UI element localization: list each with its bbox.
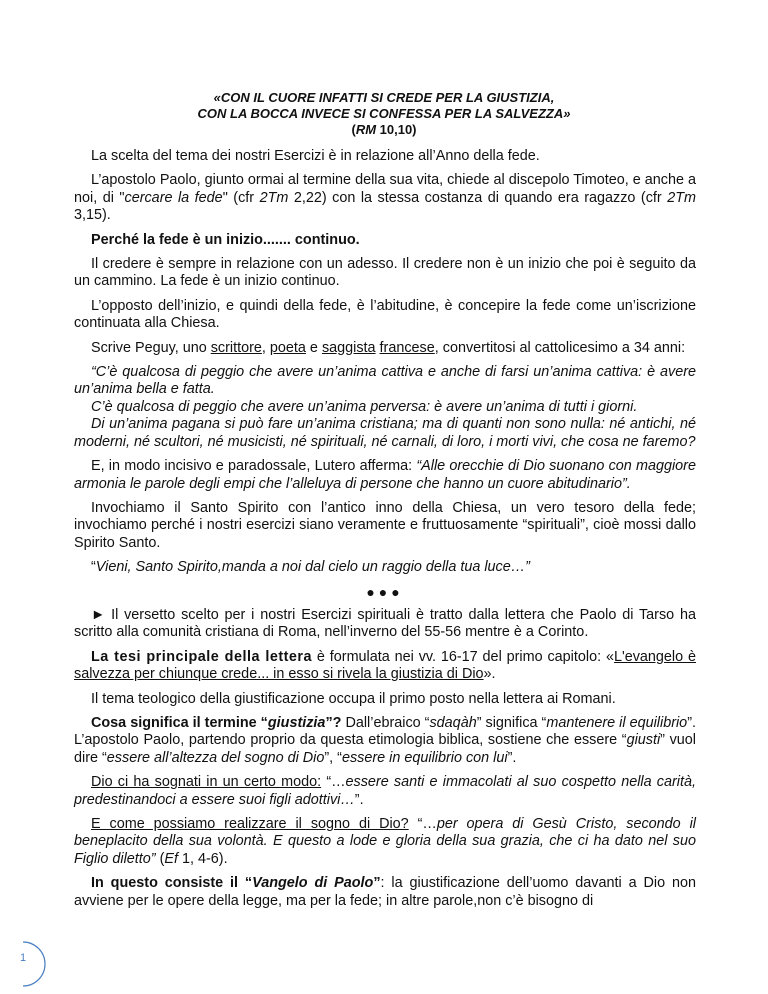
- page-number-arc-icon: [5, 940, 53, 988]
- link-saggista[interactable]: saggista: [321, 339, 376, 356]
- page-number: [5, 940, 53, 988]
- title-line-1: «CON IL CUORE INFATTI SI CREDE PER LA GIUSTIZIA,: [213, 90, 555, 105]
- paragraph-15: In questo consiste il “Vangelo di Paolo”: la giustificazione dell’uomo davanti a Dio non avviene per le opere della legge, ma per la fede; in altre parole,non c’è bisogno di: [74, 875, 696, 909]
- link-francese[interactable]: francese: [379, 339, 435, 356]
- link-poeta[interactable]: poeta: [269, 339, 306, 356]
- peguy-quote: “C’è qualcosa di peggio che avere un’anima cattiva e anche di farsi un’anima cattiva: è avere un’anima bella e fatta. C’è qualcosa di peggio che avere un’anima perversa: è avere un’anima di tutti i giorni. Di un’anima pagana si può fare un’anima cristiana; ma di quanti non sono nulla: né antichi, né moderni, né scultori, né musicisti, né spirituali, né carnali, di loro, i morti vivi, che cosa ne faremo?: [74, 364, 696, 450]
- page-number-label: 1: [19, 952, 27, 964]
- paragraph-2: L’apostolo Paolo, giunto ormai al termine della sua vita, chiede al discepolo Timoteo, e anche a noi, di "cercare la fede" (cfr 2Tm 2,22) con la stessa costanza di quando era ragazzo (cfr 2Tm 3,15).: [74, 172, 696, 224]
- title-line-2: CON LA BOCCA INVECE SI CONFESSA PER LA SALVEZZA»: [197, 106, 571, 121]
- document-body: [74, 148, 696, 917]
- paragraph-1: La scelta del tema dei nostri Esercizi è in relazione all’Anno della fede.: [91, 148, 540, 164]
- paragraph-11: Il tema teologico della giustificazione occupa il primo posto nella lettera ai Romani.: [91, 690, 616, 707]
- paragraph-6: E, in modo incisivo e paradossale, Lutero afferma: “Alle orecchie di Dio suonano con maggiore armonia le parole degli empi che l’alleluya di persone che hanno un cuore abitudinario”.: [74, 458, 696, 492]
- paragraph-7: Invochiamo il Santo Spirito con l’antico inno della Chiesa, un vero tesoro della fede; invochiamo perché i nostri esercizi siano veramente e fruttuosamente “spirituali”, cioè mossi dallo Spirito Santo.: [74, 499, 696, 551]
- paragraph-10: La tesi principale della lettera è formulata nei vv. 16-17 del primo capitolo: «L'evangelo è salvezza per chiunque crede... in esso si rivela la giustizia di Dio».: [74, 648, 696, 683]
- paragraph-14: E come possiamo realizzare il sogno di Dio? “…per opera di Gesù Cristo, secondo il beneplacito della sua volontà. E questo a lode e gloria della sua grazia, che ci ha dato nel suo Figlio diletto” (Ef 1, 4-6).: [74, 816, 696, 867]
- paragraph-4: L’opposto dell’inizio, e quindi della fede, è l’abitudine, è concepire la fede come un’iscrizione continuata alla Chiesa.: [74, 297, 696, 332]
- paragraph-8: “Vieni, Santo Spirito,manda a noi dal cielo un raggio della tua luce…”: [91, 559, 530, 576]
- paragraph-3: Il credere è sempre in relazione con un adesso. Il credere non è un inizio che poi è seguito da un cammino. La fede è un inizio continuo.: [74, 256, 696, 290]
- paragraph-9: ► Il versetto scelto per i nostri Esercizi spirituali è tratto dalla lettera che Paolo di Tarso ha scritto alla comunità cristiana di Roma, nell’inverno del 55-56 mentre è a Corinto.: [74, 606, 696, 641]
- paragraph-5: Scrive Peguy, uno scrittore, poeta e saggista francese, convertitosi al cattolicesimo a 34 anni:: [91, 339, 686, 356]
- document-title: [0, 90, 768, 138]
- title-reference: (RM 10,10): [351, 122, 417, 137]
- paragraph-12: Cosa significa il termine “giustizia”? Dall’ebraico “sdaqàh” significa “mantenere il equilibrio”. L’apostolo Paolo, partendo proprio da questa etimologia biblica, sostiene che essere “giusti” vuol dire “essere all’altezza del sogno di Dio”, “essere in equilibrio con lui”.: [74, 714, 696, 766]
- separator-dots: ●●●: [366, 583, 404, 600]
- section-heading: Perché la fede è un inizio....... continuo.: [91, 231, 360, 248]
- paragraph-13: Dio ci ha sognati in un certo modo: “…essere santi e immacolati al suo cospetto nella carità, predestinandoci a essere suoi figli adottivi…”.: [74, 774, 696, 808]
- link-scrittore[interactable]: scrittore: [210, 339, 262, 356]
